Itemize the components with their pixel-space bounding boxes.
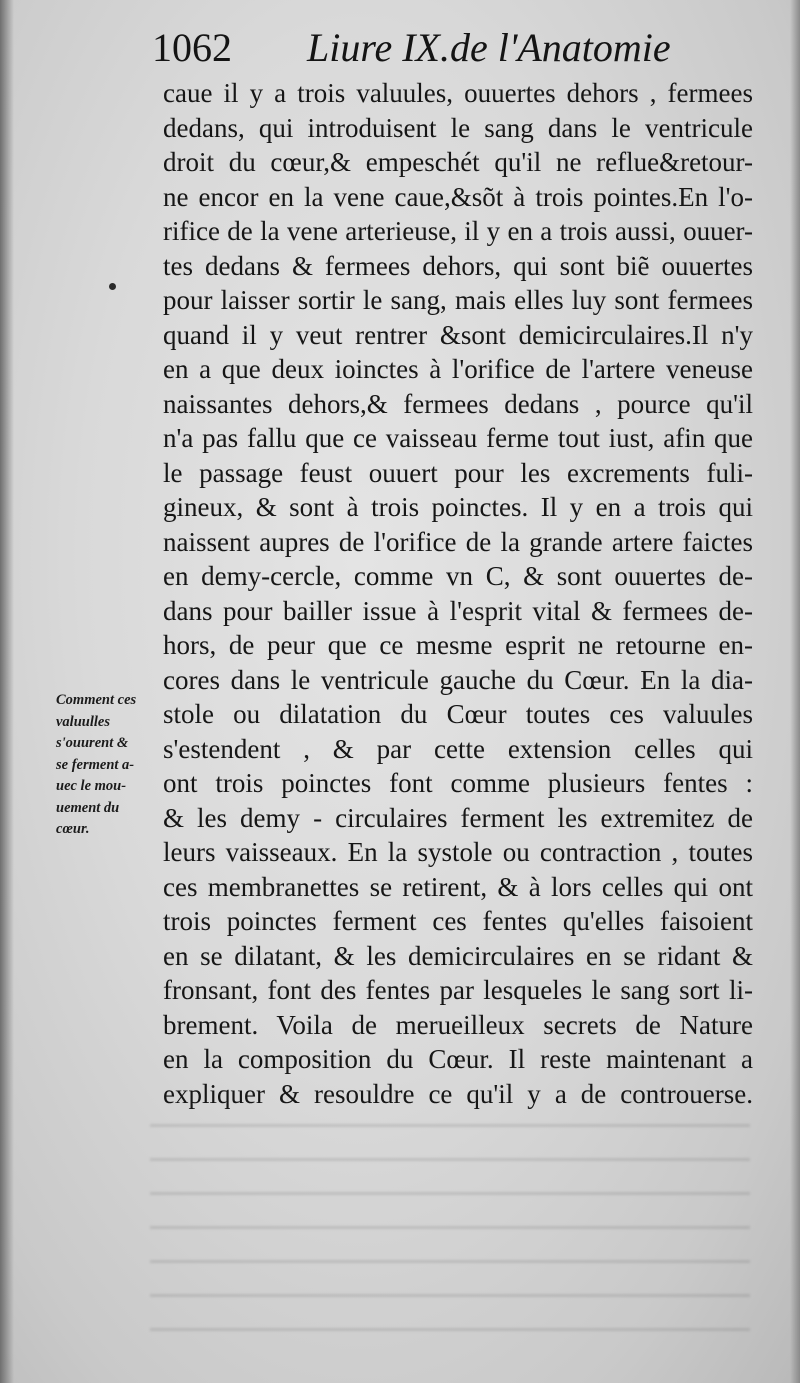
margin-note-line: s'ouurent & [56,735,129,751]
marginal-note [56,690,176,841]
text-line: leurs vaisseaux. En la systole ou contraction , toutes [163,837,753,867]
text-line: s'estendent , & par cette extension celles qui [163,733,753,764]
text-line: ces membranettes se retirent, & à lors celles qui ont [163,871,753,902]
text-line: naissantes dehors,& fermees dedans , pource qu'il [163,388,753,419]
text-line: dedans, qui introduisent le sang dans le ventricule [163,112,753,143]
text-line: droit du cœur,& empeschét qu'il ne reflue&retour- [163,147,753,177]
gutter-shadow [0,0,14,1383]
text-line: ont trois poinctes font comme plusieurs fentes : [163,768,753,798]
text-line: en demy-cercle, comme vn C, & sont ouuertes de- [163,561,753,591]
text-line: le passage feust ouuert pour les excrements fuli- [163,457,753,488]
printers-mark [109,283,116,290]
body-text [163,76,753,1111]
text-line: brement. Voila de merueilleux secrets de Nature [163,1009,753,1040]
margin-note-line: uement du [56,799,120,816]
text-line: expliquer & resouldre ce qu'il y a de controuerse. [163,1078,753,1109]
margin-note-line: cœur. [56,821,90,837]
text-line: caue il y a trois valuules, ouuertes dehors , fermees [163,78,753,108]
text-line: n'a pas fallu que ce vaisseau ferme tout iust, afin que [163,423,753,453]
margin-note-line: uec le mou- [56,778,127,794]
text-line: & les demy - circulaires ferment les extremitez de [163,802,753,833]
text-line: pour laisser sortir le sang, mais elles luy sont fermees [163,285,753,315]
text-line: en la composition du Cœur. Il reste maintenant a [163,1044,753,1074]
text-line: cores dans le ventricule gauche du Cœur. En la dia- [163,664,753,695]
edge-shadow [790,0,800,1383]
text-line: rifice de la vene arterieuse, il y en a trois aussi, ouuer- [163,216,753,246]
text-line: en a que deux ioinctes à l'orifice de l'artere veneuse [163,354,753,384]
page-header [152,24,672,72]
running-title: Liure IX.de l'Anatomie [307,25,671,70]
margin-note-line: se ferment a- [56,756,135,773]
margin-note-line: valuulles [56,713,110,730]
text-line: gineux, & sont à trois poinctes. Il y en a trois qui [163,492,753,522]
text-line: ne encor en la vene caue,&sõt à trois pointes.En l'o- [163,181,753,212]
text-line: fronsant, font des fentes par lesqueles le sang sort li- [163,975,753,1005]
text-line: quand il y veut rentrer &sont demicirculaires.Il n'y [163,319,753,350]
text-line: hors, de peur que ce mesme esprit ne retourne en- [163,630,753,660]
margin-note-line: Comment ces [56,692,137,708]
text-line: dans pour bailler issue à l'esprit vital & fermees de- [163,595,753,626]
text-line: en se dilatant, & les demicirculaires en se ridant & [163,940,753,971]
text-line: tes dedans & fermees dehors, qui sont biẽ ouuertes [163,250,753,281]
page-number: 1062 [152,25,232,70]
show-through-text [150,1110,750,1360]
text-line: trois poinctes ferment ces fentes qu'elles faisoient [163,906,753,936]
text-line: naissent aupres de l'orifice de la grande artere faictes [163,526,753,557]
text-line: stole ou dilatation du Cœur toutes ces valuules [163,699,753,729]
